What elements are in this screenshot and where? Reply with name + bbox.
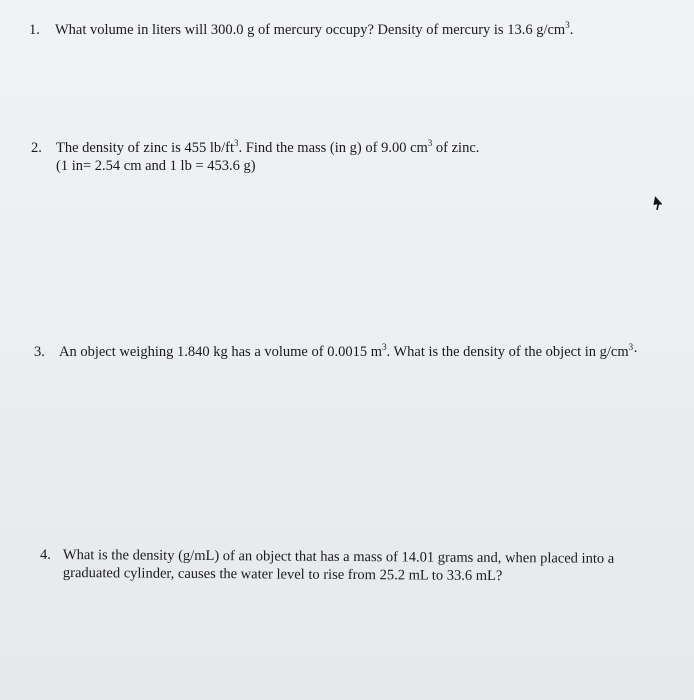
question-1-text-a: What volume in liters will 300.0 g of mercury occupy? Density of mercury is 13.6 g/cm bbox=[55, 22, 566, 38]
question-3-number: 3. bbox=[34, 344, 45, 360]
arrow-cursor-icon bbox=[650, 196, 662, 210]
question-2-text bbox=[56, 140, 479, 156]
question-2-text-a: The density of zinc is 455 lb/ft bbox=[56, 140, 234, 156]
question-1-number: 1. bbox=[29, 22, 40, 38]
question-4-text-line-1: What is the density (g/mL) of an object that has a mass of 14.01 grams and, when placed into a bbox=[62, 547, 615, 567]
question-1-text-b: . bbox=[569, 22, 574, 38]
question-3-text bbox=[59, 344, 638, 360]
question-3-sup-b: 3 bbox=[628, 342, 634, 353]
question-2-sup-b: 3 bbox=[427, 138, 433, 149]
question-2-text-c: of zinc. bbox=[432, 140, 480, 156]
question-1-text bbox=[55, 22, 573, 38]
question-2-conversion-note: (1 in= 2.54 cm and 1 lb = 453.6 g) bbox=[56, 158, 256, 174]
question-2-text-b: . Find the mass (in g) of 9.00 cm bbox=[238, 140, 428, 156]
question-3-sup-a: 3 bbox=[381, 342, 387, 353]
question-3-text-c: · bbox=[633, 344, 638, 360]
question-3-text-a: An object weighing 1.840 kg has a volume of 0.0015 m bbox=[59, 344, 382, 360]
question-4-number: 4. bbox=[40, 547, 51, 563]
question-2-sup-a: 3 bbox=[234, 138, 239, 149]
question-1-sup: 3 bbox=[565, 20, 570, 31]
question-2-number: 2. bbox=[31, 140, 42, 156]
question-3-text-b: . What is the density of the object in g/cm bbox=[386, 344, 629, 360]
question-4-text-line-2: graduated cylinder, causes the water level to rise from 25.2 mL to 33.6 mL? bbox=[62, 565, 503, 585]
